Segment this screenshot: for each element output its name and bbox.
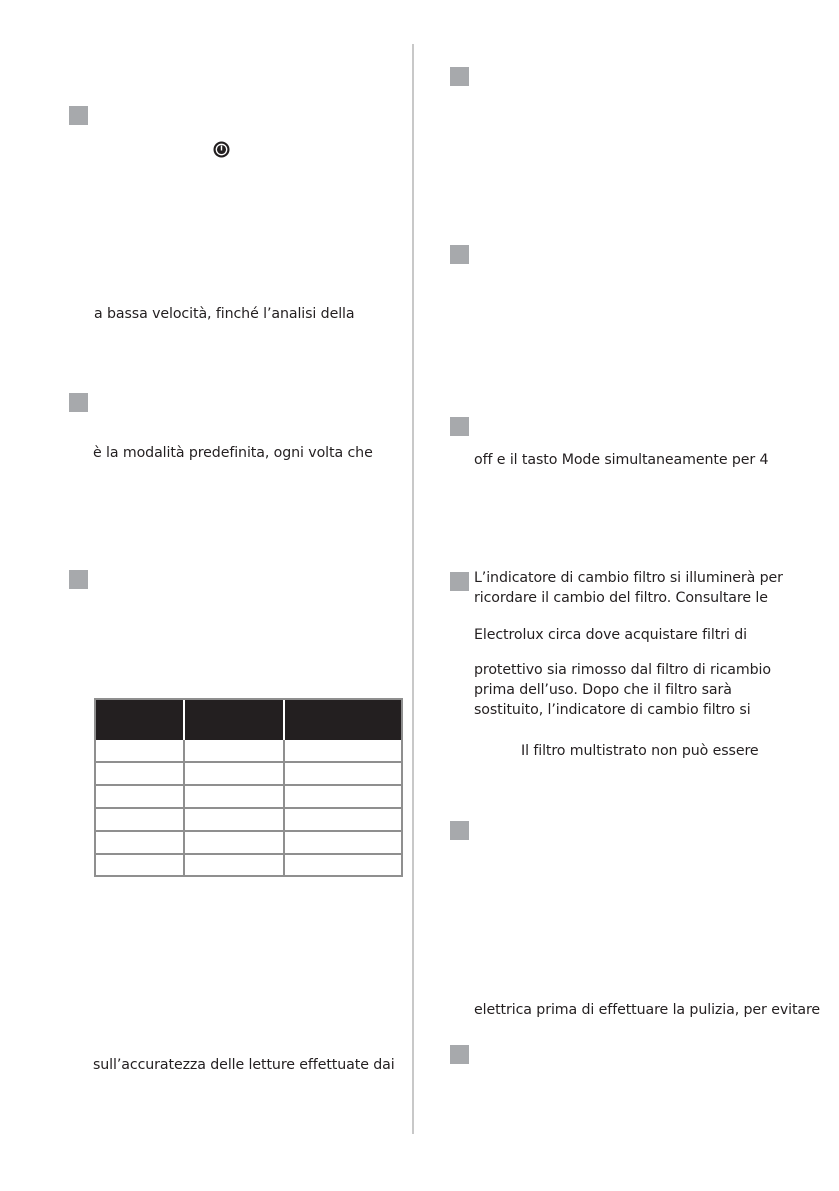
- right-text-line: prima dell’uso. Dopo che il filtro sarà: [474, 682, 732, 698]
- section-bullet-icon: [69, 570, 88, 589]
- table-row: [96, 784, 401, 786]
- section-bullet-icon: [450, 67, 469, 86]
- table-row: [96, 853, 401, 855]
- power-button-icon: [213, 141, 230, 158]
- right-text-line: protettivo sia rimosso dal filtro di ricambio: [474, 662, 771, 678]
- table-row: [96, 830, 401, 832]
- section-bullet-icon: [450, 245, 469, 264]
- left-text-line: sull’accuratezza delle letture effettuate dai: [93, 1057, 395, 1073]
- right-text-line: elettrica prima di effettuare la pulizia, per evitare: [474, 1002, 821, 1018]
- left-text-line: a bassa velocità, finché l’analisi della: [94, 306, 355, 322]
- section-bullet-icon: [450, 821, 469, 840]
- right-text-line: sostituito, l’indicatore di cambio filtro si: [474, 702, 751, 718]
- table-header-row: [96, 700, 401, 740]
- section-bullet-icon: [69, 106, 88, 125]
- right-text-line: ricordare il cambio del filtro. Consultare le: [474, 590, 768, 606]
- table-row: [96, 761, 401, 763]
- section-bullet-icon: [450, 1045, 469, 1064]
- left-text-line: è la modalità predefinita, ogni volta che: [93, 445, 373, 461]
- data-table: [94, 698, 403, 877]
- column-divider: [412, 44, 414, 1134]
- section-bullet-icon: [450, 417, 469, 436]
- right-text-line: L’indicatore di cambio filtro si illuminerà per: [474, 570, 783, 586]
- right-text-line: off e il tasto Mode simultaneamente per 4: [474, 452, 769, 468]
- right-text-line: Electrolux circa dove acquistare filtri di: [474, 627, 747, 643]
- table-row: [96, 807, 401, 809]
- right-text-line: Il filtro multistrato non può essere: [521, 743, 759, 759]
- section-bullet-icon: [69, 393, 88, 412]
- section-bullet-icon: [450, 572, 469, 591]
